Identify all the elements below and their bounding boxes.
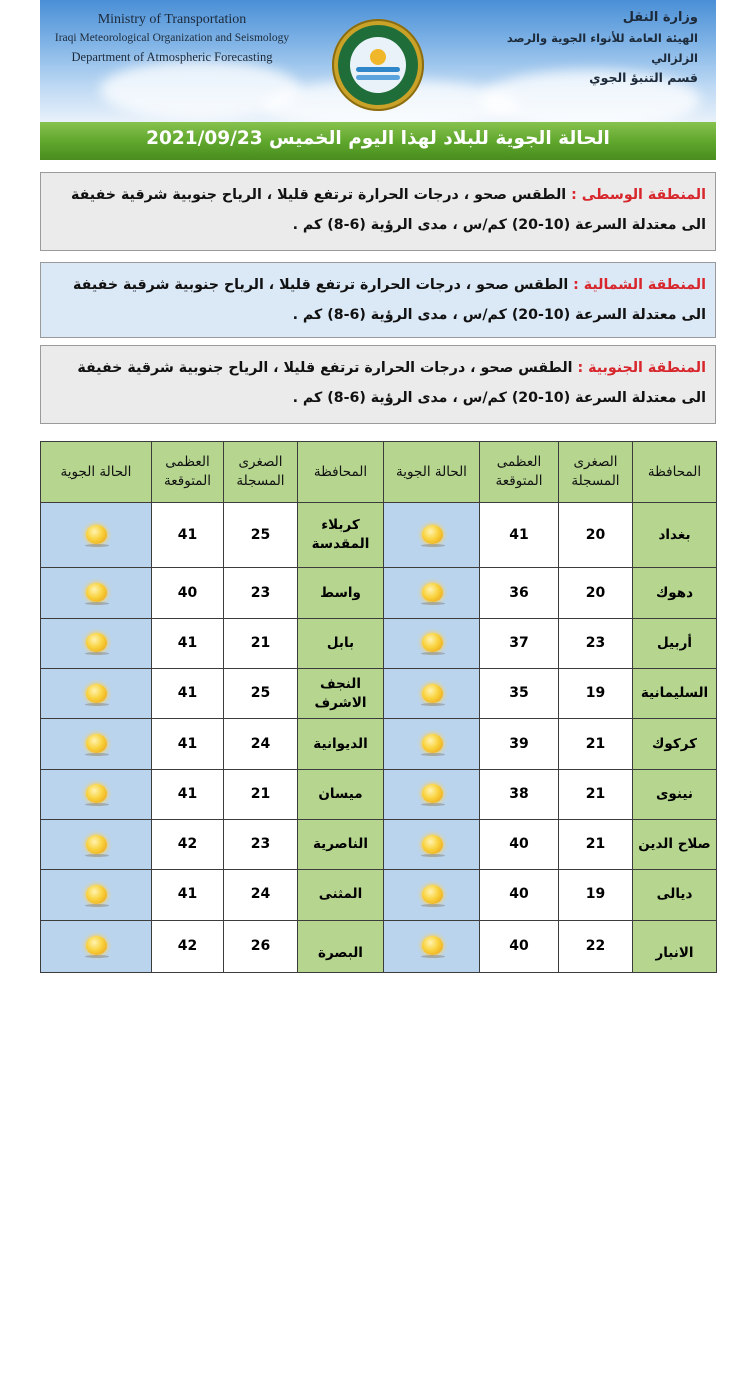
min-temp-cell: [559, 503, 633, 568]
temperature-value: 21: [585, 735, 606, 752]
ministry-name-ar: وزارة النقل: [622, 10, 698, 25]
province-cell: [298, 503, 384, 568]
temperature-value: 41: [177, 785, 198, 802]
condition-cell: [384, 819, 480, 869]
min-temp-cell: [224, 719, 298, 769]
region-north: [40, 262, 716, 338]
province-name: دهوك: [655, 584, 694, 601]
region-south-text: الطقس صحو ، درجات الحرارة ترتفع قليلا ، الرياح جنوبية شرقية خفيفة الى معتدلة السرعة (10-20) كم/س ، مدى الرؤية (6-8) كم .: [77, 360, 706, 406]
province-cell: [633, 618, 717, 668]
province-cell: [298, 819, 384, 869]
temperature-value: 25: [250, 526, 271, 543]
province-name: صلاح الدين: [638, 836, 711, 853]
temperature-value: 42: [177, 937, 198, 954]
condition-cell: [41, 769, 152, 819]
condition-cell: [384, 719, 480, 769]
temperature-value: 23: [585, 634, 606, 651]
province-cell: [633, 568, 717, 618]
province-cell: [633, 769, 717, 819]
temperature-value: 20: [585, 526, 606, 543]
temperature-value: 37: [509, 634, 529, 651]
province-cell: [298, 920, 384, 972]
sunny-icon: [83, 582, 109, 604]
temperature-value: 41: [177, 735, 198, 752]
header-min-recorded: الصغرى المسجلة: [559, 442, 633, 503]
sunny-icon: [419, 834, 445, 856]
condition-cell: [384, 920, 480, 972]
temperature-value: 21: [250, 785, 271, 802]
province-name: ميسان: [318, 785, 363, 802]
temperature-value: 19: [585, 685, 606, 702]
province-cell: [633, 819, 717, 869]
min-temp-cell: [224, 769, 298, 819]
sunny-icon: [83, 733, 109, 755]
condition-cell: [384, 568, 480, 618]
province-cell: [298, 669, 384, 719]
header-condition: الحالة الجوية: [41, 442, 152, 503]
min-temp-cell: [224, 920, 298, 972]
temperature-value: 35: [509, 685, 529, 702]
temperature-value: 41: [177, 526, 198, 543]
temperature-value: 22: [585, 937, 606, 954]
max-temp-cell: [152, 819, 224, 869]
organization-name-en: Iraqi Meteorological Organization and Seismology: [54, 32, 290, 44]
temperature-value: 41: [509, 526, 529, 543]
min-temp-cell: [224, 618, 298, 668]
province-name: الديوانية: [313, 735, 368, 752]
temperature-value: 20: [585, 584, 606, 601]
max-temp-cell: [152, 769, 224, 819]
table-row: [41, 503, 717, 568]
header-condition: الحالة الجوية: [384, 442, 480, 503]
min-temp-cell: [224, 870, 298, 920]
region-central-name: المنطقة الوسطى :: [571, 187, 706, 203]
sunny-icon: [83, 834, 109, 856]
max-temp-cell: [152, 870, 224, 920]
temperature-value: 21: [585, 836, 606, 853]
temperature-value: 36: [509, 584, 529, 601]
temperature-value: 23: [250, 836, 271, 853]
province-name: كربلاء المقدسة: [311, 517, 370, 553]
table-row: [41, 618, 717, 668]
header-min-recorded: الصغرى المسجلة: [224, 442, 298, 503]
min-temp-cell: [559, 618, 633, 668]
sunny-icon: [419, 632, 445, 654]
condition-cell: [41, 669, 152, 719]
table-row: [41, 920, 717, 972]
province-cell: [633, 870, 717, 920]
sunny-icon: [419, 884, 445, 906]
province-name: النجف الاشرف: [314, 675, 367, 711]
region-central: [40, 172, 716, 251]
province-name: الناصرية: [313, 836, 368, 853]
condition-cell: [41, 503, 152, 568]
temperature-value: 21: [585, 785, 606, 802]
sunny-icon: [83, 524, 109, 546]
ministry-name-en: Ministry of Transportation: [97, 12, 247, 27]
min-temp-cell: [559, 769, 633, 819]
forecast-table: [40, 441, 716, 1378]
region-south: [40, 345, 716, 424]
min-temp-cell: [559, 719, 633, 769]
region-central-text: الطقس صحو ، درجات الحرارة ترتفع قليلا ، الرياح جنوبية شرقية خفيفة الى معتدلة السرعة (10-20) كم/س ، مدى الرؤية (6-8) كم .: [70, 187, 706, 233]
condition-cell: [41, 719, 152, 769]
province-cell: [298, 769, 384, 819]
temperature-value: 40: [509, 886, 529, 903]
sunny-icon: [419, 783, 445, 805]
max-temp-cell: [152, 568, 224, 618]
province-cell: [633, 503, 717, 568]
sunny-icon: [419, 524, 445, 546]
organization-name-ar: الهيئة العامة للأنواء الجوية والرصد الزلزالي: [506, 31, 698, 65]
min-temp-cell: [224, 568, 298, 618]
temperature-value: 25: [250, 685, 271, 702]
header-province: المحافظة: [298, 442, 384, 503]
max-temp-cell: [480, 719, 559, 769]
condition-cell: [384, 870, 480, 920]
sunny-icon: [83, 783, 109, 805]
sunny-icon: [83, 683, 109, 705]
province-name: أربيل: [656, 634, 693, 651]
organization-logo: [332, 19, 424, 111]
temperature-value: 24: [250, 886, 271, 903]
max-temp-cell: [480, 870, 559, 920]
table-row: [41, 719, 717, 769]
header-banner: [40, 0, 716, 122]
department-name-en: Department of Atmospheric Forecasting: [71, 50, 273, 64]
table-row: [41, 870, 717, 920]
header-max-expected: العظمى المتوقعة: [480, 442, 559, 503]
temperature-value: 40: [509, 836, 529, 853]
sunny-icon: [83, 884, 109, 906]
header-province: المحافظة: [633, 442, 717, 503]
temperature-value: 24: [250, 735, 271, 752]
max-temp-cell: [480, 819, 559, 869]
table-row: [41, 669, 717, 719]
min-temp-cell: [559, 568, 633, 618]
department-name-ar: قسم التنبؤ الجوي: [589, 70, 698, 85]
header-arabic-text: [468, 8, 698, 88]
max-temp-cell: [480, 568, 559, 618]
condition-cell: [384, 618, 480, 668]
table-row: [41, 568, 717, 618]
temperature-value: 19: [585, 886, 606, 903]
region-north-name: المنطقة الشمالية :: [573, 277, 706, 293]
condition-cell: [384, 503, 480, 568]
province-cell: [298, 870, 384, 920]
temperature-value: 41: [177, 685, 198, 702]
condition-cell: [41, 870, 152, 920]
page-title: الحالة الجوية للبلاد لهذا اليوم الخميس 2021/09/23: [146, 128, 610, 149]
header-english-text: [52, 10, 292, 67]
max-temp-cell: [480, 920, 559, 972]
max-temp-cell: [480, 669, 559, 719]
temperature-value: 26: [250, 937, 271, 954]
province-name: المثنى: [318, 886, 363, 903]
table-row: [41, 819, 717, 869]
temperature-value: 21: [250, 634, 271, 651]
province-name: نينوى: [656, 785, 693, 802]
province-cell: [633, 669, 717, 719]
province-name: بغداد: [658, 526, 691, 543]
min-temp-cell: [224, 503, 298, 568]
max-temp-cell: [480, 769, 559, 819]
min-temp-cell: [559, 669, 633, 719]
province-name: واسط: [320, 584, 361, 601]
condition-cell: [41, 819, 152, 869]
max-temp-cell: [152, 503, 224, 568]
sunny-icon: [419, 683, 445, 705]
title-bar: [40, 122, 716, 160]
condition-cell: [41, 920, 152, 972]
condition-cell: [384, 769, 480, 819]
sunny-icon: [83, 632, 109, 654]
min-temp-cell: [224, 669, 298, 719]
condition-cell: [41, 568, 152, 618]
province-cell: [633, 719, 717, 769]
temperature-value: 39: [509, 735, 529, 752]
temperature-value: 38: [509, 785, 529, 802]
min-temp-cell: [224, 819, 298, 869]
province-cell: [298, 568, 384, 618]
province-name: البصرة: [318, 945, 363, 962]
condition-cell: [41, 618, 152, 668]
min-temp-cell: [559, 870, 633, 920]
min-temp-cell: [559, 920, 633, 972]
region-south-name: المنطقة الجنوبية :: [577, 360, 706, 376]
temperature-value: 40: [509, 937, 529, 954]
temperature-value: 41: [177, 634, 198, 651]
max-temp-cell: [152, 618, 224, 668]
temperature-value: 41: [177, 886, 198, 903]
region-north-text: الطقس صحو ، درجات الحرارة ترتفع قليلا ، الرياح جنوبية شرقية خفيفة الى معتدلة السرعة (10-20) كم/س ، مدى الرؤية (6-8) كم .: [73, 277, 706, 323]
sunny-icon: [83, 935, 109, 957]
table-row: [41, 769, 717, 819]
province-cell: [298, 719, 384, 769]
sunny-icon: [419, 935, 445, 957]
province-name: بابل: [326, 634, 355, 651]
province-name: كركوك: [652, 735, 697, 752]
province-name: ديالى: [656, 886, 693, 903]
min-temp-cell: [559, 819, 633, 869]
province-name: السليمانية: [640, 685, 709, 702]
temperature-value: 40: [177, 584, 198, 601]
province-name: الانبار: [655, 945, 694, 962]
header-max-expected: العظمى المتوقعة: [152, 442, 224, 503]
watermark: IQ NEWS: [588, 1353, 699, 1378]
max-temp-cell: [152, 920, 224, 972]
max-temp-cell: [152, 669, 224, 719]
province-cell: [298, 618, 384, 668]
temperature-value: 42: [177, 836, 198, 853]
sunny-icon: [419, 733, 445, 755]
max-temp-cell: [480, 618, 559, 668]
province-cell: [633, 920, 717, 972]
temperature-value: 23: [250, 584, 271, 601]
max-temp-cell: [152, 719, 224, 769]
table-header-row: [41, 442, 717, 503]
max-temp-cell: [480, 503, 559, 568]
condition-cell: [384, 669, 480, 719]
sunny-icon: [419, 582, 445, 604]
